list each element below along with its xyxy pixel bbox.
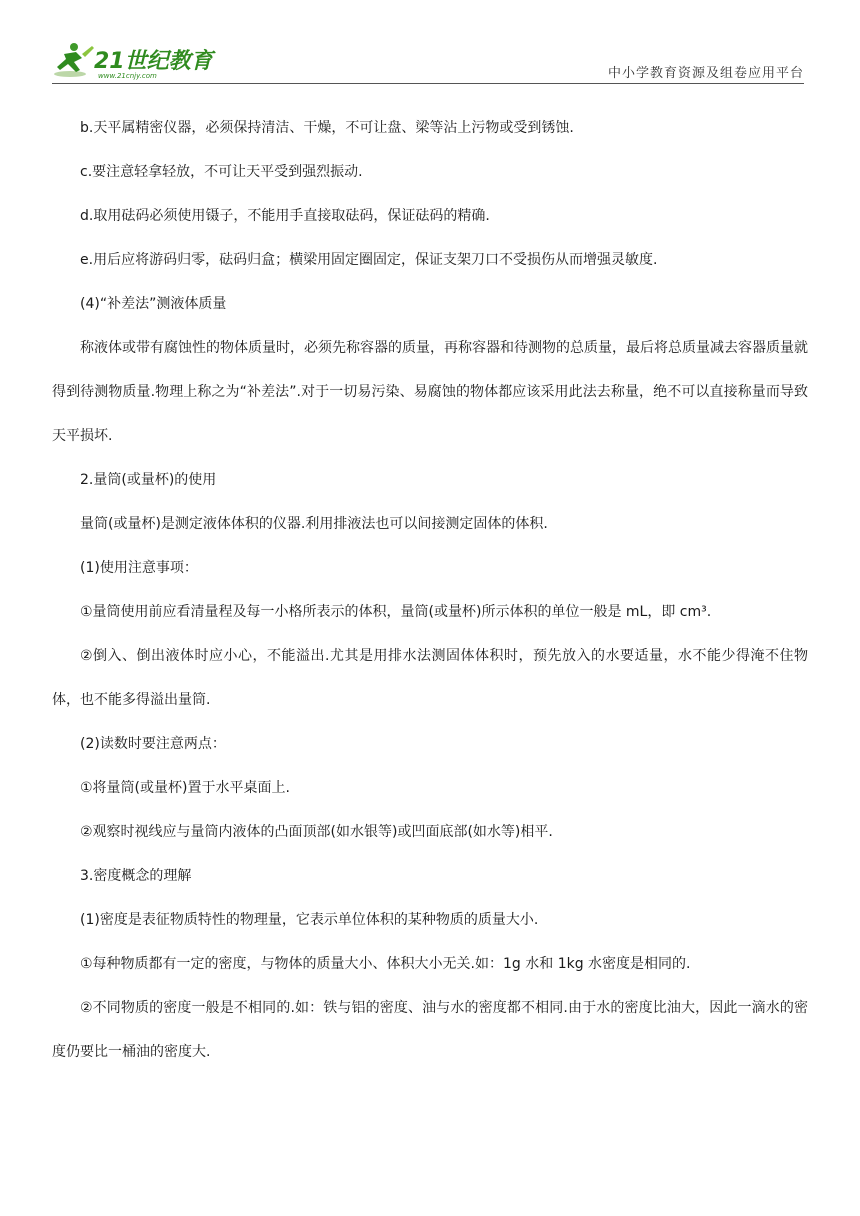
runner-logo-icon	[52, 40, 227, 80]
paragraph: d.取用砝码必须使用镊子，不能用手直接取砝码，保证砝码的精确.	[80, 208, 490, 224]
paragraph: ②观察时视线应与量筒内液体的凸面顶部(如水银等)或凹面底部(如水等)相平.	[80, 824, 553, 840]
section-heading: 2.量筒(或量杯)的使用	[80, 472, 217, 488]
document-body	[52, 106, 808, 1074]
paragraph: e.用后应将游码归零，砝码归盒；横梁用固定圈固定，保证支架刀口不受损伤从而增强灵敏度.	[80, 252, 658, 268]
section-heading: 3.密度概念的理解	[80, 868, 192, 884]
section-heading: (1)使用注意事项：	[80, 560, 198, 576]
paragraph: ②不同物质的密度一般是不相同的.如：铁与铝的密度、油与水的密度都不相同.由于水的密度比油大，因此一滴水的密度仍要比一桶油的密度大.	[52, 1000, 808, 1060]
paragraph: c.要注意轻拿轻放，不可让天平受到强烈振动.	[80, 164, 363, 180]
paragraph: b.天平属精密仪器，必须保持清洁、干燥，不可让盘、梁等沾上污物或受到锈蚀.	[80, 120, 574, 136]
paragraph: ①每种物质都有一定的密度，与物体的质量大小、体积大小无关.如：1g 水和 1kg 水密度是相同的.	[80, 956, 691, 972]
section-heading: (4)“补差法”测液体质量	[80, 296, 227, 312]
paragraph: ①将量筒(或量杯)置于水平桌面上.	[80, 780, 290, 796]
paragraph: 量筒(或量杯)是测定液体体积的仪器.利用排液法也可以间接测定固体的体积.	[80, 516, 548, 532]
header-divider	[52, 83, 804, 84]
section-heading: (2)读数时要注意两点：	[80, 736, 226, 752]
paragraph: ②倒入、倒出液体时应小心，不能溢出.尤其是用排水法测固体体积时，预先放入的水要适量，水不能少得淹不住物体，也不能多得溢出量筒.	[52, 648, 808, 708]
logo	[52, 40, 227, 80]
logo-text: 21世纪教育	[94, 49, 213, 74]
paragraph: 称液体或带有腐蚀性的物体质量时，必须先称容器的质量，再称容器和待测物的总质量，最后将总质量减去容器质量就得到待测物质量.物理上称之为“补差法”.对于一切易污染、易腐蚀的物体都应该采用此法去称量，绝不可以直接称量而导致天平损坏.	[52, 340, 808, 444]
logo-url-text: www.21cnjy.com	[98, 72, 157, 80]
platform-name: 中小学教育资源及组卷应用平台	[607, 66, 804, 81]
paragraph: ①量筒使用前应看清量程及每一小格所表示的体积，量筒(或量杯)所示体积的单位一般是 mL，即 cm³.	[80, 604, 712, 620]
paragraph: (1)密度是表征物质特性的物理量，它表示单位体积的某种物质的质量大小.	[80, 912, 539, 928]
page-header	[52, 34, 804, 84]
